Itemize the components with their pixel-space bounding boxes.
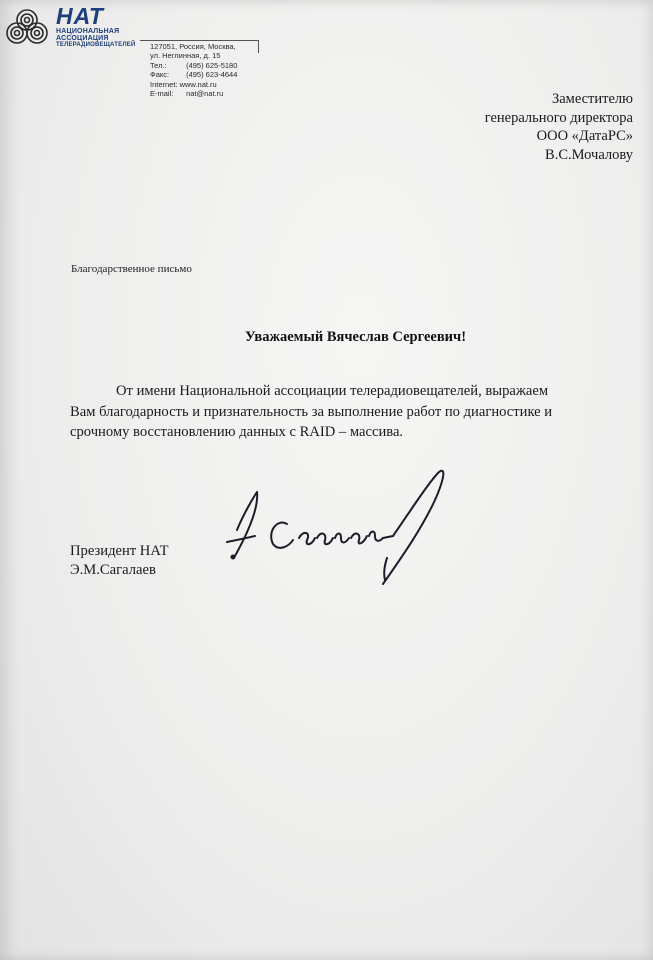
letterhead-logo — [4, 3, 154, 50]
fax-value: (495) 623-4644 — [186, 70, 238, 80]
logo-name-line2: АССОЦИАЦИЯ — [56, 35, 109, 42]
recipient-block — [485, 90, 633, 164]
fax-row — [150, 70, 237, 79]
logo-abbreviation: НАТ — [56, 3, 104, 29]
signer-title: Президент НАТ — [70, 543, 169, 559]
phone-value: (495) 625-5180 — [186, 60, 238, 70]
phone-row — [150, 61, 237, 70]
signer-block — [70, 542, 169, 580]
signer-name: Э.М.Сагалаев — [70, 562, 156, 578]
document-type: Благодарственное письмо — [71, 263, 192, 275]
logo-name-line3: ТЕЛЕРАДИОВЕЩАТЕЛЕЙ — [56, 42, 136, 48]
letterhead-address — [150, 42, 237, 98]
recipient-line3: ООО «ДатаРС» — [536, 128, 633, 144]
email-value: nat@nat.ru — [186, 89, 224, 99]
phone-label: Тел.: — [150, 60, 167, 70]
salutation: Уважаемый Вячеслав Сергеевич! — [244, 329, 467, 345]
recipient-line2: генерального директора — [484, 109, 633, 126]
body-line3: срочному восстановлению данных с RAID – массива. — [70, 424, 404, 440]
recipient-line1: Заместителю — [551, 91, 633, 107]
logo-name-line1: НАЦИОНАЛЬНАЯ — [56, 28, 120, 35]
address-line1: 127051, Россия, Москва, — [150, 42, 236, 51]
email-row — [150, 89, 237, 98]
letter-body — [70, 381, 636, 443]
fax-label: Факс: — [150, 70, 170, 80]
handwritten-signature-icon — [215, 460, 455, 595]
recipient-line4: В.С.Мочалову — [545, 146, 633, 163]
address-line2: ул. Неглинная, д. 15 — [150, 51, 221, 61]
three-circles-logo-icon — [4, 8, 50, 50]
internet-line: Internet: www.nat.ru — [150, 79, 217, 89]
body-line2: Вам благодарность и признательность за выполнение работ по диагностике и — [70, 403, 553, 420]
email-label: E-mail: — [150, 89, 174, 99]
body-line1: От имени Национальной ассоциации телерадиовещателей, выражаем — [116, 383, 549, 399]
